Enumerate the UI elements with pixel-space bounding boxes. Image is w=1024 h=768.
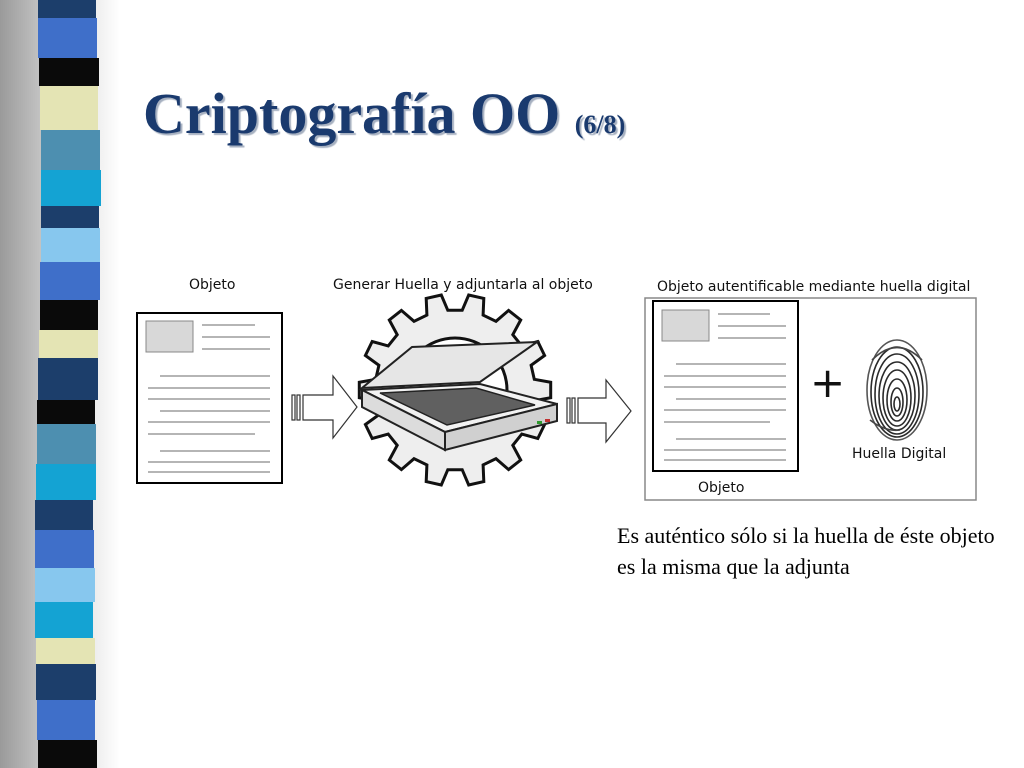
label-object: Objeto [189, 277, 236, 293]
label-generate-fingerprint: Generar Huella y adjuntarla al objeto [333, 277, 593, 293]
label-authenticable-object: Objeto autentificable mediante huella digital [657, 279, 971, 295]
label-fingerprint: Huella Digital [852, 446, 947, 462]
authenticity-caption: Es auténtico sólo si la huella de éste objeto es la misma que la adjunta [617, 523, 995, 579]
arrow-right-icon [292, 376, 357, 438]
title-page-indicator: (6/8) [574, 110, 626, 139]
arrow-right-icon [567, 380, 631, 442]
plus-sign: + [810, 358, 846, 407]
document-icon [653, 301, 798, 471]
title-main: Criptografía OO [143, 81, 561, 146]
document-icon [137, 313, 282, 483]
label-object-bottom: Objeto [698, 480, 745, 496]
